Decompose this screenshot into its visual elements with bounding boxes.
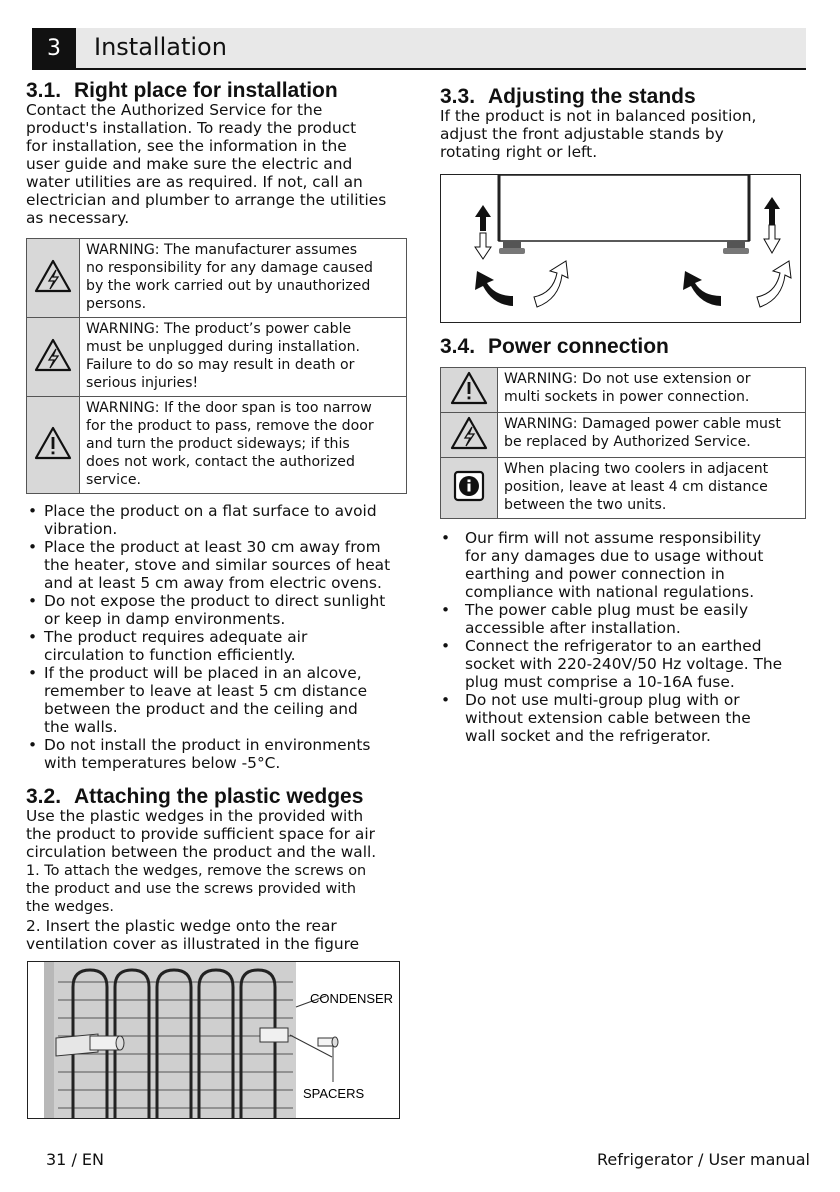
bullet-list-3-4 [441,529,826,745]
warning-icon-cell [441,368,498,413]
warning-line: position, leave at least 4 cm distance [504,479,768,495]
section-number: 3.2. [26,785,62,808]
warning-icon-cell [441,458,498,519]
text-line: Contact the Authorized Service for the [26,101,323,119]
list-item: • The product requires adequate air circulation to function efficiently. [28,628,428,664]
warning-icon-cell [441,413,498,458]
electric-warning-icon [449,415,489,451]
section-3-1-text [26,101,421,227]
section-title: Right place for installation [74,79,338,102]
text-line: the product to provide sufficient space for air [26,825,375,843]
warning-row [441,458,806,519]
list-item: • Place the product at least 30 cm away from the heater, stove and similar sources of heat and at least 5 cm away from electric ovens. [28,538,428,592]
warning-line: When placing two coolers in adjacent [504,461,769,477]
text-line: water utilities are as required. If not, call an [26,173,363,191]
warning-row [441,368,806,413]
chapter-title: Installation [94,33,227,61]
section-3-2-heading [26,785,363,809]
section-3-2-step-2 [26,917,421,953]
warning-text [498,368,806,413]
chapter-number: 3 [32,28,76,68]
warning-line: by the work carried out by unauthorized [86,278,371,294]
text-line: adjust the front adjustable stands by [440,125,724,143]
warning-text [80,318,407,397]
warning-line: WARNING: The product’s power cable [86,321,352,337]
section-3-2-step-1 [26,862,421,916]
page-number: 31 / EN [46,1150,104,1169]
list-item: • Do not install the product in environments with temperatures below -5°C. [28,736,428,772]
section-title: Adjusting the stands [488,85,696,108]
warning-row [27,239,407,318]
warning-row [27,397,407,494]
list-item: • Place the product on a flat surface to avoid vibration. [28,502,428,538]
text-line: If the product is not in balanced position, [440,107,757,125]
info-icon [449,468,489,504]
warning-text [498,413,806,458]
text-line: circulation between the product and the wall. [26,843,377,861]
warning-line: must be unplugged during installation. [86,339,361,355]
list-item: • If the product will be placed in an alcove, remember to leave at least 5 cm distance between the product and the ceiling and the walls. [28,664,428,736]
text-line: ventilation cover as illustrated in the figure [26,935,360,953]
section-number: 3.4. [440,335,476,358]
text-line: user guide and make sure the electric and [26,155,353,173]
text-line: for installation, see the information in the [26,137,347,155]
warning-line: multi sockets in power connection. [504,389,750,405]
warning-row [27,318,407,397]
condenser-figure [27,961,400,1119]
chapter-header [32,28,806,70]
exclamation-warning-icon [449,370,489,406]
warning-text [80,397,407,494]
warning-line: for the product to pass, remove the door [86,418,374,434]
text-line: the wedges. [26,899,115,915]
section-title: Attaching the plastic wedges [74,785,364,808]
warning-text [80,239,407,318]
warning-icon-cell [27,318,80,397]
warning-line: WARNING: If the door span is too narrow [86,400,372,416]
warning-line: WARNING: The manufacturer assumes [86,242,358,258]
warning-text [498,458,806,519]
warning-line: WARNING: Damaged power cable must [504,416,781,432]
text-line: product's installation. To ready the product [26,119,357,137]
warning-table-3-1 [26,238,407,494]
electric-warning-icon [33,337,73,373]
warning-line: WARNING: Do not use extension or [504,371,751,387]
text-line: as necessary. [26,209,130,227]
warning-icon-cell [27,239,80,318]
text-line: 2. Insert the plastic wedge onto the rear [26,917,337,935]
spacers-label: SPACERS [303,1086,365,1101]
list-item: • The power cable plug must be easily accessible after installation. [441,601,826,637]
warning-line: Failure to do so may result in death or [86,357,355,373]
section-number: 3.1. [26,79,62,102]
section-3-3-heading [440,85,696,109]
warning-line: persons. [86,296,147,312]
warning-line: and turn the product sideways; if this [86,436,350,452]
section-3-1-heading [26,79,338,103]
warning-line: serious injuries! [86,375,199,391]
warning-line: be replaced by Authorized Service. [504,434,751,450]
condenser-illustration [28,962,399,1118]
list-item: • Connect the refrigerator to an earthed socket with 220-240V/50 Hz voltage. The plug must comprise a 10-16A fuse. [441,637,826,691]
section-number: 3.3. [440,85,476,108]
list-item: • Our firm will not assume responsibility for any damages due to usage without earthing and power connection in compliance with national regulations. [441,529,826,601]
text-line: 1. To attach the wedges, remove the screws on [26,863,367,879]
exclamation-warning-icon [33,425,73,461]
section-3-3-text [440,107,820,161]
section-title: Power connection [488,335,669,358]
text-line: Use the plastic wedges in the provided with [26,807,364,825]
stands-illustration [441,175,800,322]
text-line: rotating right or left. [440,143,598,161]
warning-table-3-4 [440,367,806,519]
warning-line: service. [86,472,141,488]
warning-line: between the two units. [504,497,667,513]
warning-line: no responsibility for any damage caused [86,260,373,276]
document-title: Refrigerator / User manual [597,1150,810,1169]
bullet-list-3-1 [28,502,428,772]
warning-line: does not work, contact the authorized [86,454,355,470]
electric-warning-icon [33,258,73,294]
condenser-label: CONDENSER [310,991,394,1006]
list-item: • Do not expose the product to direct sunlight or keep in damp environments. [28,592,428,628]
stands-figure [440,174,801,323]
list-item: • Do not use multi-group plug with or without extension cable between the wall socket and the refrigerator. [441,691,826,745]
text-line: the product and use the screws provided with [26,881,356,897]
text-line: electrician and plumber to arrange the utilities [26,191,387,209]
section-3-4-heading [440,335,669,359]
warning-row [441,413,806,458]
section-3-2-text [26,807,421,861]
warning-icon-cell [27,397,80,494]
